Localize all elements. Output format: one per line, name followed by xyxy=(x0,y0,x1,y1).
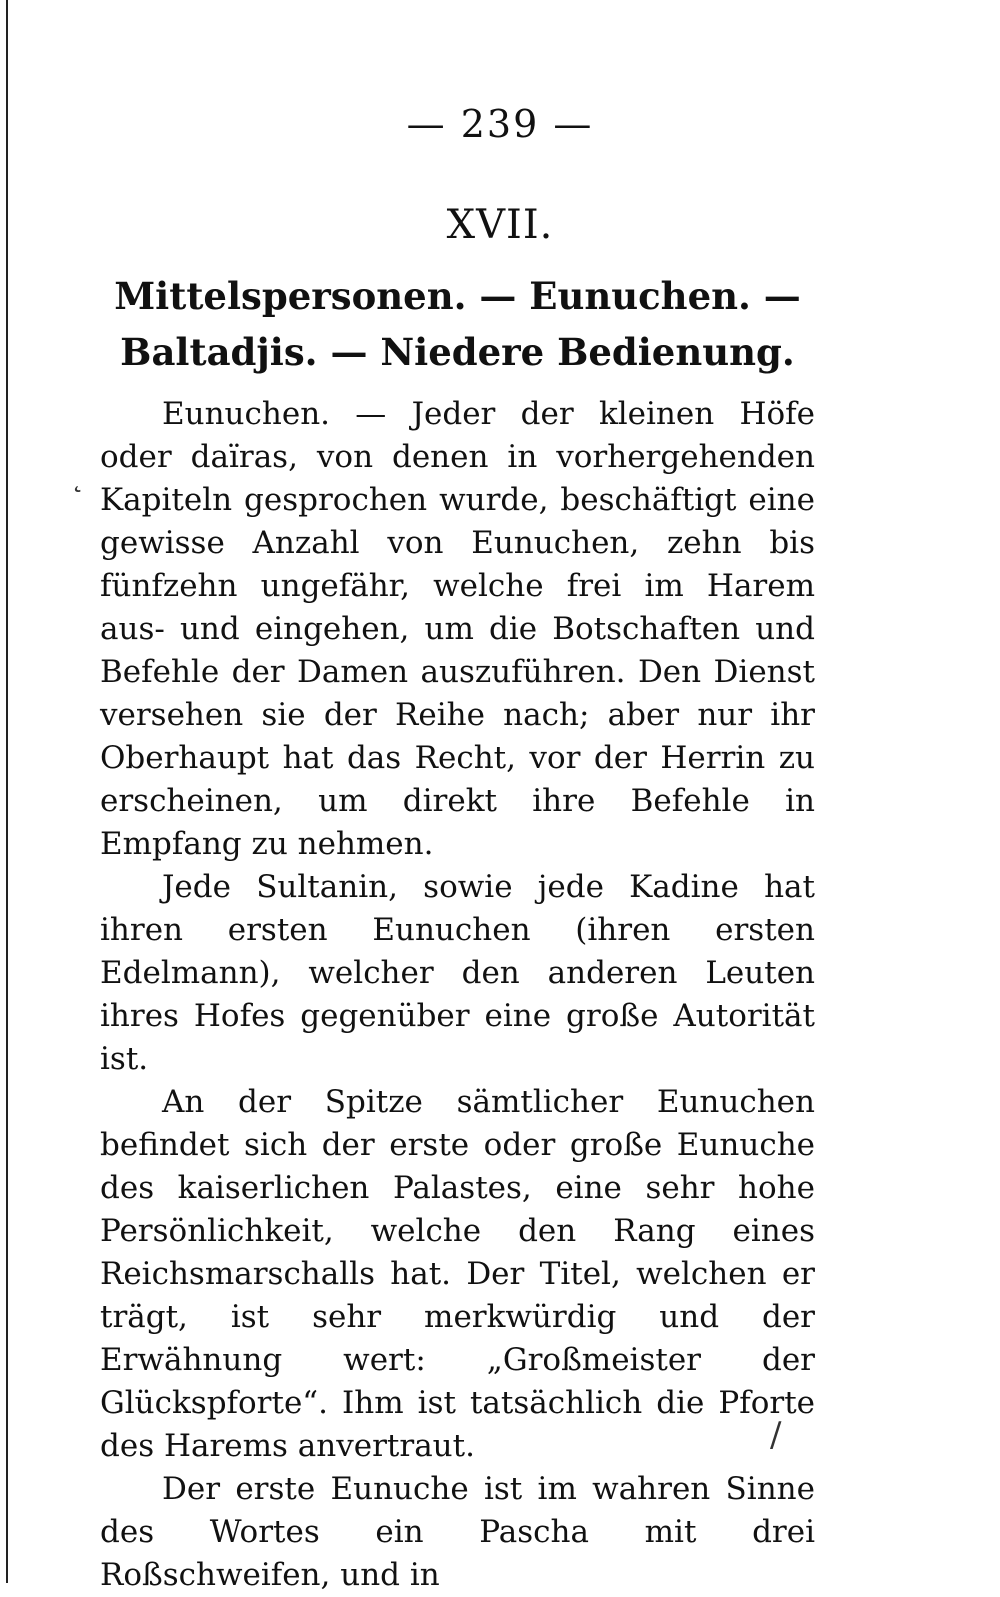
body-text xyxy=(100,393,815,1597)
margin-mark-left: ˛ xyxy=(70,459,85,494)
chapter-title: Mittelspersonen. — Eunuchen. — Baltadjis. — Niedere Bedienung. xyxy=(114,274,801,374)
paragraph-eunuchen-intro: Eunuchen. — Jeder der kleinen Höfe oder daïras, von denen in vorhergehenden Kapiteln gesprochen wurde, beschäftigt eine gewisse Anzahl von Eunuchen, zehn bis fünfzehn ungefähr, welche frei im Harem aus- und eingehen, um die Botschaften und Befehle der Damen auszuführen. Den Dienst versehen sie der Reihe nach; aber nur ihr Oberhaupt hat das Recht, vor der Herrin zu erscheinen, um direkt ihre Befehle in Empfang zu nehmen. xyxy=(100,396,815,862)
margin-mark-bottom: / xyxy=(770,1415,782,1455)
paragraph-erste-eunuche: An der Spitze sämtlicher Eunuchen befindet sich der erste oder große Eunuche des kaiserlichen Palastes, eine sehr hohe Persönlichkeit, welche den Rang eines Reichsmarschalls hat. Der Titel, welchen er trägt, ist sehr merkwürdig und der Erwähnung wert: „Großmeister der Glückspforte“. Ihm ist tatsächlich die Pforte des Harems anvertraut. xyxy=(100,1084,815,1464)
paragraph-pascha: Der erste Eunuche ist im wahren Sinne des Wortes ein Pascha mit drei Roßschweifen, und in xyxy=(100,1471,815,1593)
page-number: — 239 — xyxy=(406,102,594,146)
paragraph-sultanin: Jede Sultanin, sowie jede Kadine hat ihren ersten Eunuchen (ihren ersten Edelmann), welcher den anderen Leuten ihres Hofes gegenüber eine große Autorität ist. xyxy=(100,869,815,1077)
chapter-number: XVII. xyxy=(446,202,554,248)
